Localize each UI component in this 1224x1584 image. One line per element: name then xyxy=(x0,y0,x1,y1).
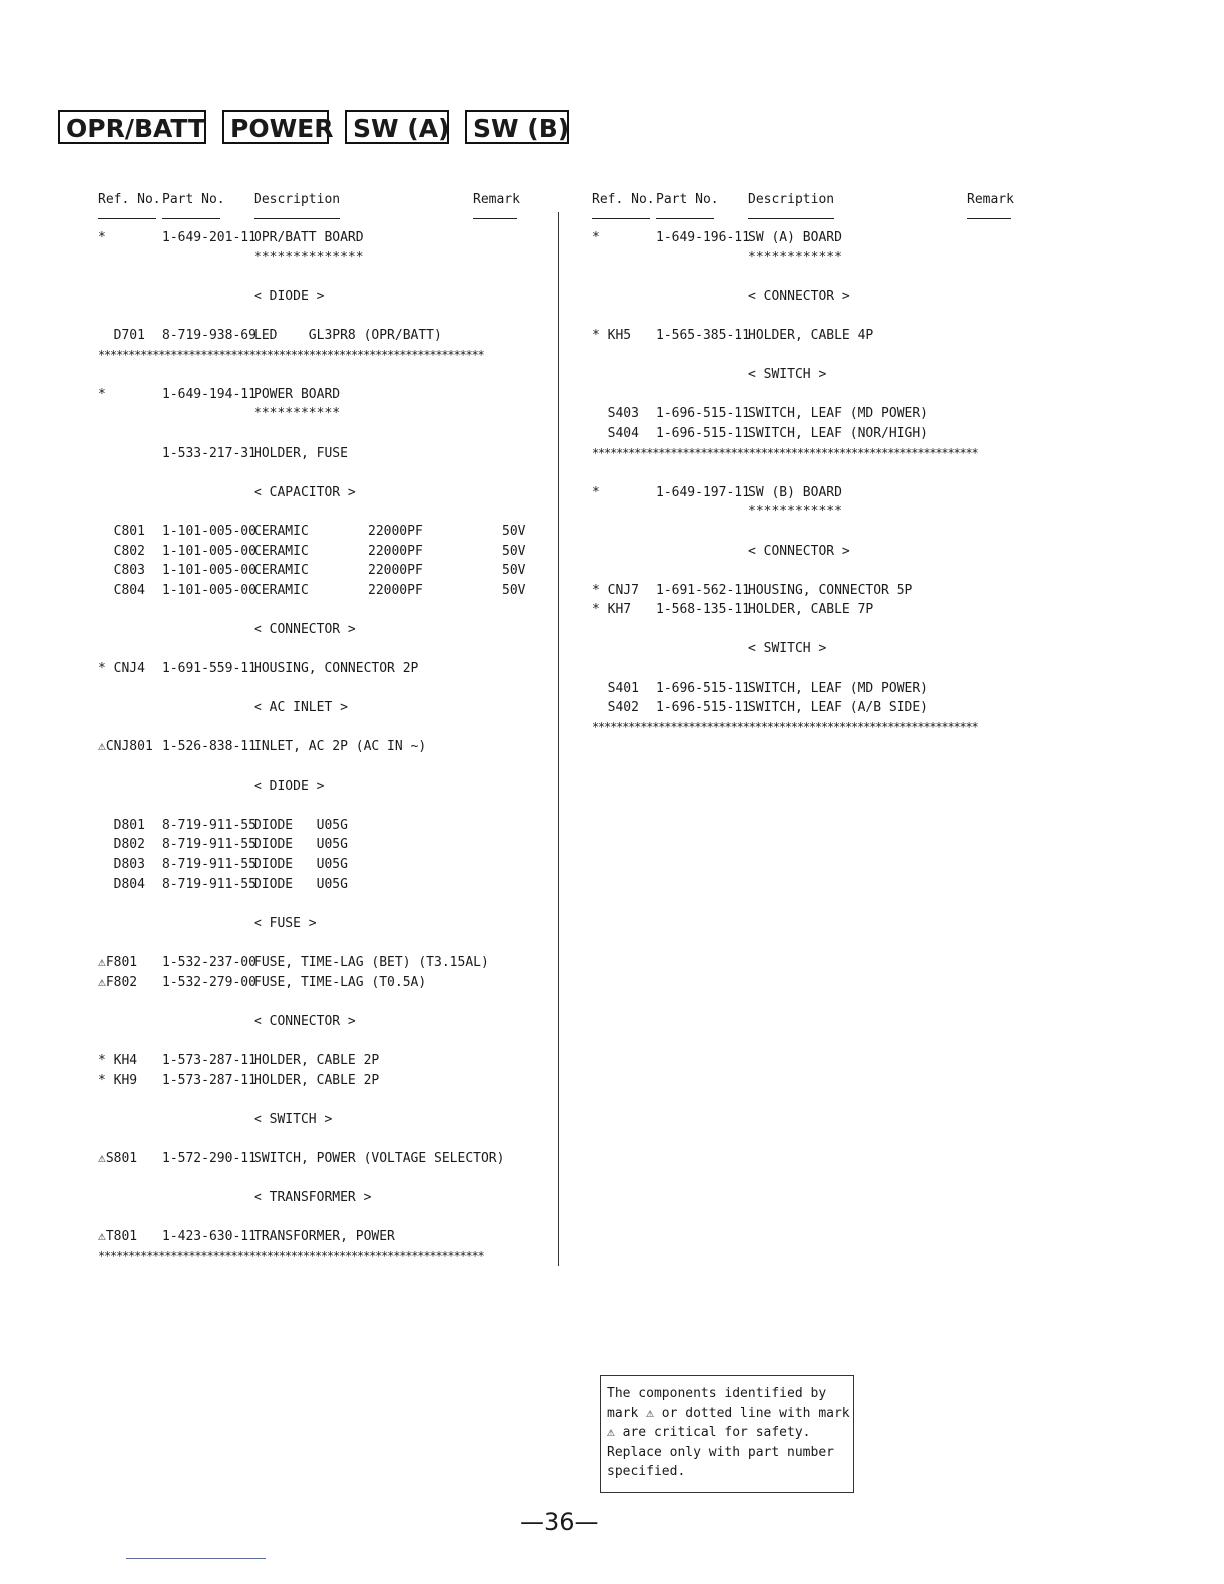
left-parts-list xyxy=(98,228,538,1266)
table-row xyxy=(98,894,538,914)
description-cell: HOUSING, CONNECTOR 5P xyxy=(748,582,913,598)
table-row xyxy=(98,1247,538,1267)
table-row xyxy=(98,483,538,503)
part-number-cell: 1-649-196-11 xyxy=(656,230,750,245)
table-row xyxy=(98,248,538,268)
description-cell: FUSE, TIME-LAG (BET) (T3.15AL) xyxy=(254,954,489,970)
description-cell: SWITCH, LEAF (MD POWER) xyxy=(748,680,929,696)
part-number-cell: 1-533-217-31 xyxy=(162,445,256,461)
ref-cell: ⚠T801 xyxy=(98,1229,138,1245)
header-description: Description xyxy=(254,192,341,207)
header-part: Part No. xyxy=(656,192,719,207)
safety-note-box xyxy=(600,1375,854,1493)
ref-cell: D802 xyxy=(98,837,145,853)
ref-cell: ⚠F801 xyxy=(98,954,138,970)
section-separator: **************************************************************** xyxy=(98,1248,484,1263)
table-row xyxy=(592,581,1032,601)
part-number-cell: 1-526-838-11 xyxy=(162,739,256,755)
table-row xyxy=(98,698,538,718)
part-number-cell: 1-649-194-11 xyxy=(162,386,256,402)
table-row xyxy=(98,639,538,659)
bottom-rule xyxy=(126,1558,266,1559)
part-number-cell: 1-423-630-11 xyxy=(162,1229,256,1245)
description-cell: ************ xyxy=(748,504,842,520)
table-row xyxy=(98,757,538,777)
ref-cell: ⚠CNJ801 xyxy=(98,739,153,755)
description-cell: SWITCH, LEAF (A/B SIDE) xyxy=(748,700,929,716)
table-row xyxy=(98,1090,538,1110)
description-cell: < CAPACITOR > xyxy=(254,484,356,500)
table-row xyxy=(98,992,538,1012)
table-row xyxy=(98,522,538,542)
ref-cell: C803 xyxy=(98,563,145,579)
ref-cell: S402 xyxy=(592,700,639,716)
part-number-cell: 8-719-911-55 xyxy=(162,837,256,853)
description-cell: LED GL3PR8 (OPR/BATT) xyxy=(254,327,442,343)
ref-cell: * xyxy=(98,230,106,245)
ref-cell: * xyxy=(592,230,600,245)
value-cell: 22000PF xyxy=(368,563,423,579)
description-cell: ************** xyxy=(254,249,364,265)
section-separator: **************************************************************** xyxy=(592,719,978,734)
table-row xyxy=(592,404,1032,424)
description-cell: HOLDER, CABLE 2P xyxy=(254,1052,380,1068)
ref-cell: * xyxy=(98,386,106,402)
table-row xyxy=(592,483,1032,503)
part-number-cell: 1-532-279-00 xyxy=(162,974,256,990)
table-row xyxy=(592,600,1032,620)
ref-cell: S403 xyxy=(592,406,639,422)
part-number-cell: 1-696-515-11 xyxy=(656,680,750,696)
underline xyxy=(473,218,517,219)
header-description: Description xyxy=(748,192,835,207)
table-row xyxy=(98,1188,538,1208)
part-number-cell: 1-696-515-11 xyxy=(656,700,750,716)
table-row xyxy=(98,463,538,483)
table-row xyxy=(98,620,538,640)
table-row xyxy=(98,1129,538,1149)
header-remark: Remark xyxy=(967,192,1014,207)
description-cell: CERAMIC xyxy=(254,582,309,598)
table-row xyxy=(98,1110,538,1130)
ref-cell: C802 xyxy=(98,543,145,559)
table-row xyxy=(98,816,538,836)
safety-note-line: specified. xyxy=(607,1464,686,1480)
description-cell: DIODE U05G xyxy=(254,857,348,872)
table-row xyxy=(592,365,1032,385)
description-cell: HOLDER, FUSE xyxy=(254,445,348,461)
tab-opr-batt: OPR/BATT xyxy=(58,110,206,144)
table-row xyxy=(98,1149,538,1169)
description-cell: POWER BOARD xyxy=(254,386,341,402)
table-row xyxy=(592,698,1032,718)
table-row xyxy=(98,973,538,993)
table-row xyxy=(592,718,1032,738)
table-row xyxy=(98,796,538,816)
part-number-cell: 1-101-005-00 xyxy=(162,582,256,598)
part-number-cell: 1-101-005-00 xyxy=(162,563,256,579)
description-cell: SW (B) BOARD xyxy=(748,484,842,500)
table-row xyxy=(98,306,538,326)
table-row xyxy=(98,1208,538,1228)
ref-cell: D803 xyxy=(98,857,145,872)
ref-cell: * xyxy=(592,484,600,500)
part-number-cell: 1-101-005-00 xyxy=(162,543,256,559)
description-cell: CERAMIC xyxy=(254,543,309,559)
description-cell: CERAMIC xyxy=(254,523,309,539)
right-parts-column xyxy=(592,190,1032,737)
description-cell: < TRANSFORMER > xyxy=(254,1190,372,1206)
safety-note-line: mark ⚠ or dotted line with mark xyxy=(607,1405,850,1421)
ref-cell: C801 xyxy=(98,523,145,539)
table-row xyxy=(98,1227,538,1247)
table-row xyxy=(98,444,538,464)
table-row xyxy=(98,659,538,679)
table-row xyxy=(98,1169,538,1189)
right-column-header xyxy=(592,190,1032,228)
ref-cell: ⚠F802 xyxy=(98,974,138,990)
underline xyxy=(967,218,1011,219)
table-row xyxy=(592,561,1032,581)
ref-cell: * KH7 xyxy=(592,602,632,618)
table-row xyxy=(98,404,538,424)
ref-cell: D801 xyxy=(98,817,145,833)
ref-cell: S404 xyxy=(592,425,639,441)
underline xyxy=(748,218,834,219)
tab-sw-a: SW (A) xyxy=(345,110,449,144)
table-row xyxy=(592,248,1032,268)
description-cell: HOLDER, CABLE 2P xyxy=(254,1072,380,1088)
part-number-cell: 1-101-005-00 xyxy=(162,523,256,539)
table-row xyxy=(98,424,538,444)
section-separator: **************************************************************** xyxy=(98,347,484,362)
description-cell: < CONNECTOR > xyxy=(254,1013,356,1029)
part-number-cell: 8-719-911-55 xyxy=(162,857,256,872)
table-row xyxy=(98,777,538,797)
ref-cell: D701 xyxy=(98,327,145,343)
description-cell: *********** xyxy=(254,406,341,422)
table-row xyxy=(592,385,1032,405)
header-ref: Ref. No. xyxy=(592,192,655,207)
part-number-cell: 8-719-911-55 xyxy=(162,817,256,833)
part-number-cell: 1-573-287-11 xyxy=(162,1072,256,1088)
ref-cell: S401 xyxy=(592,680,639,696)
table-row xyxy=(98,600,538,620)
underline xyxy=(254,218,340,219)
tab-power: POWER xyxy=(222,110,329,144)
table-row xyxy=(98,1051,538,1071)
table-row xyxy=(98,1012,538,1032)
description-cell: FUSE, TIME-LAG (T0.5A) xyxy=(254,974,427,990)
part-number-cell: 1-568-135-11 xyxy=(656,602,750,618)
table-row xyxy=(592,522,1032,542)
table-row xyxy=(98,326,538,346)
table-row xyxy=(98,385,538,405)
description-cell: < DIODE > xyxy=(254,778,325,794)
description-cell: OPR/BATT BOARD xyxy=(254,230,364,245)
table-row xyxy=(98,365,538,385)
column-divider xyxy=(558,212,559,1266)
underline xyxy=(592,218,650,219)
part-number-cell: 1-649-201-11 xyxy=(162,230,256,245)
right-parts-list xyxy=(592,228,1032,737)
remark-cell: 50V xyxy=(502,563,526,579)
ref-cell: * KH5 xyxy=(592,327,632,343)
ref-cell: ⚠S801 xyxy=(98,1150,138,1166)
table-row xyxy=(592,463,1032,483)
table-row xyxy=(98,228,538,248)
description-cell: INLET, AC 2P (AC IN ~) xyxy=(254,739,427,755)
safety-note-line: The components identified by xyxy=(607,1386,827,1401)
table-row xyxy=(592,346,1032,366)
description-cell: HOUSING, CONNECTOR 2P xyxy=(254,661,419,677)
header-remark: Remark xyxy=(473,192,520,207)
table-row xyxy=(592,326,1032,346)
table-row xyxy=(98,502,538,522)
value-cell: 22000PF xyxy=(368,582,423,598)
underline xyxy=(98,218,156,219)
ref-cell: * KH4 xyxy=(98,1052,138,1068)
table-row xyxy=(592,659,1032,679)
description-cell: < CONNECTOR > xyxy=(254,621,356,637)
part-number-cell: 1-565-385-11 xyxy=(656,327,750,343)
ref-cell: * CNJ7 xyxy=(592,582,639,598)
table-row xyxy=(98,287,538,307)
table-row xyxy=(592,267,1032,287)
table-row xyxy=(98,875,538,895)
table-row xyxy=(98,581,538,601)
table-row xyxy=(98,835,538,855)
table-row xyxy=(592,287,1032,307)
table-row xyxy=(592,306,1032,326)
table-row xyxy=(592,620,1032,640)
safety-note-line: ⚠ are critical for safety. xyxy=(607,1425,811,1441)
part-number-cell: 1-696-515-11 xyxy=(656,406,750,422)
table-row xyxy=(98,933,538,953)
value-cell: 22000PF xyxy=(368,523,423,539)
description-cell: SWITCH, LEAF (NOR/HIGH) xyxy=(748,425,929,441)
underline xyxy=(656,218,714,219)
safety-note-line: Replace only with part number xyxy=(607,1444,834,1460)
ref-cell: * KH9 xyxy=(98,1072,138,1088)
table-row xyxy=(98,914,538,934)
remark-cell: 50V xyxy=(502,543,526,559)
table-row xyxy=(98,855,538,875)
table-row xyxy=(98,679,538,699)
table-row xyxy=(98,1031,538,1051)
remark-cell: 50V xyxy=(502,582,526,598)
table-row xyxy=(98,561,538,581)
table-row xyxy=(98,346,538,366)
part-number-cell: 1-532-237-00 xyxy=(162,954,256,970)
left-column-header xyxy=(98,190,538,228)
header-part: Part No. xyxy=(162,192,225,207)
part-number-cell: 8-719-911-55 xyxy=(162,876,256,892)
part-number-cell: 1-696-515-11 xyxy=(656,425,750,441)
table-row xyxy=(98,718,538,738)
description-cell: DIODE U05G xyxy=(254,876,348,892)
part-number-cell: 1-691-559-11 xyxy=(162,661,256,677)
description-cell: < DIODE > xyxy=(254,288,325,304)
description-cell: SW (A) BOARD xyxy=(748,230,842,245)
tab-sw-b: SW (B) xyxy=(465,110,569,144)
table-row xyxy=(592,679,1032,699)
table-row xyxy=(98,737,538,757)
table-row xyxy=(98,953,538,973)
description-cell: CERAMIC xyxy=(254,563,309,579)
page-number: —36— xyxy=(520,1508,599,1536)
description-cell: < AC INLET > xyxy=(254,700,348,716)
ref-cell: C804 xyxy=(98,582,145,598)
table-row xyxy=(592,542,1032,562)
description-cell: < SWITCH > xyxy=(254,1111,333,1127)
description-cell: DIODE U05G xyxy=(254,837,348,853)
table-row xyxy=(98,542,538,562)
description-cell: SWITCH, POWER (VOLTAGE SELECTOR) xyxy=(254,1150,505,1166)
part-number-cell: 1-691-562-11 xyxy=(656,582,750,598)
header-ref: Ref. No. xyxy=(98,192,161,207)
description-cell: SWITCH, LEAF (MD POWER) xyxy=(748,406,929,422)
part-number-cell: 8-719-938-69 xyxy=(162,327,256,343)
table-row xyxy=(592,502,1032,522)
table-row xyxy=(592,424,1032,444)
table-row xyxy=(98,1071,538,1091)
table-row xyxy=(592,444,1032,464)
left-parts-column xyxy=(98,190,538,1266)
part-number-cell: 1-572-290-11 xyxy=(162,1150,256,1166)
description-cell: < SWITCH > xyxy=(748,641,827,657)
section-separator: **************************************************************** xyxy=(592,445,978,460)
remark-cell: 50V xyxy=(502,523,526,539)
description-cell: ************ xyxy=(748,249,842,265)
description-cell: < CONNECTOR > xyxy=(748,288,850,304)
description-cell: < CONNECTOR > xyxy=(748,543,850,559)
description-cell: HOLDER, CABLE 7P xyxy=(748,602,874,618)
table-row xyxy=(592,639,1032,659)
description-cell: TRANSFORMER, POWER xyxy=(254,1229,395,1245)
part-number-cell: 1-573-287-11 xyxy=(162,1052,256,1068)
underline xyxy=(162,218,220,219)
value-cell: 22000PF xyxy=(368,543,423,559)
table-row xyxy=(592,228,1032,248)
part-number-cell: 1-649-197-11 xyxy=(656,484,750,500)
ref-cell: * CNJ4 xyxy=(98,661,145,677)
ref-cell: D804 xyxy=(98,876,145,892)
table-row xyxy=(98,267,538,287)
description-cell: DIODE U05G xyxy=(254,817,348,833)
description-cell: < FUSE > xyxy=(254,915,317,931)
description-cell: < SWITCH > xyxy=(748,367,827,383)
description-cell: HOLDER, CABLE 4P xyxy=(748,327,874,343)
